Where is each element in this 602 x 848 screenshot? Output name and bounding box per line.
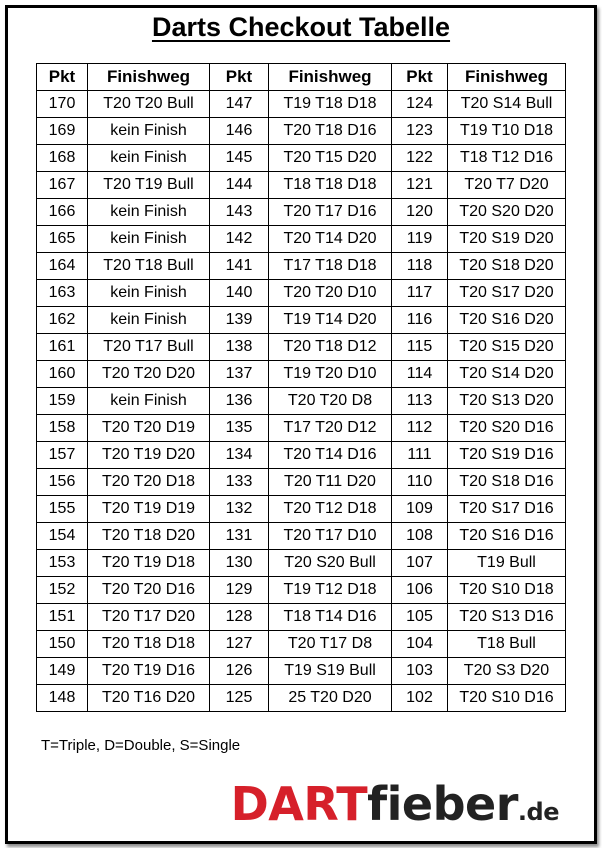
cell-points: 111 <box>392 442 448 469</box>
cell-points: 157 <box>37 442 88 469</box>
table-row <box>37 145 566 172</box>
cell-finish: T20 T19 D16 <box>88 658 210 685</box>
cell-points: 106 <box>392 577 448 604</box>
cell-finish: T20 T19 D20 <box>88 442 210 469</box>
cell-finish: T17 T18 D18 <box>269 253 392 280</box>
table-row <box>37 280 566 307</box>
cell-finish: T18 T18 D18 <box>269 172 392 199</box>
cell-finish: T20 T18 Bull <box>88 253 210 280</box>
cell-points: 126 <box>210 658 269 685</box>
cell-finish: T18 T12 D16 <box>448 145 566 172</box>
cell-points: 161 <box>37 334 88 361</box>
cell-points: 149 <box>37 658 88 685</box>
cell-points: 116 <box>392 307 448 334</box>
logo-part-fieber: fieber <box>367 777 518 831</box>
cell-finish: T20 T20 D20 <box>88 361 210 388</box>
cell-points: 160 <box>37 361 88 388</box>
cell-finish: kein Finish <box>88 307 210 334</box>
cell-points: 146 <box>210 118 269 145</box>
cell-finish: T19 T10 D18 <box>448 118 566 145</box>
cell-points: 139 <box>210 307 269 334</box>
cell-finish: T19 T12 D18 <box>269 577 392 604</box>
cell-points: 105 <box>392 604 448 631</box>
cell-points: 121 <box>392 172 448 199</box>
logo-part-tld: .de <box>517 798 559 826</box>
cell-points: 132 <box>210 496 269 523</box>
page-title: Darts Checkout Tabelle <box>151 12 451 42</box>
cell-finish: T20 S18 D16 <box>448 469 566 496</box>
cell-finish: T20 T15 D20 <box>269 145 392 172</box>
cell-finish: T20 T16 D20 <box>88 685 210 712</box>
cell-finish: T20 S20 D16 <box>448 415 566 442</box>
cell-finish: T20 T19 D19 <box>88 496 210 523</box>
cell-points: 109 <box>392 496 448 523</box>
cell-finish: T20 S14 Bull <box>448 91 566 118</box>
cell-finish: kein Finish <box>88 226 210 253</box>
cell-points: 125 <box>210 685 269 712</box>
cell-finish: kein Finish <box>88 118 210 145</box>
table-row <box>37 118 566 145</box>
cell-points: 143 <box>210 199 269 226</box>
cell-points: 166 <box>37 199 88 226</box>
cell-points: 113 <box>392 388 448 415</box>
cell-finish: T20 T11 D20 <box>269 469 392 496</box>
cell-finish: T20 S13 D20 <box>448 388 566 415</box>
cell-points: 164 <box>37 253 88 280</box>
column-header-points: Pkt <box>392 64 448 91</box>
cell-points: 148 <box>37 685 88 712</box>
table-row <box>37 469 566 496</box>
cell-finish: T20 T20 D16 <box>88 577 210 604</box>
cell-finish: T20 S19 D20 <box>448 226 566 253</box>
cell-points: 154 <box>37 523 88 550</box>
cell-points: 112 <box>392 415 448 442</box>
cell-points: 130 <box>210 550 269 577</box>
cell-points: 119 <box>392 226 448 253</box>
cell-finish: T20 T7 D20 <box>448 172 566 199</box>
cell-finish: kein Finish <box>88 280 210 307</box>
cell-points: 141 <box>210 253 269 280</box>
cell-points: 170 <box>37 91 88 118</box>
table-row <box>37 361 566 388</box>
cell-points: 162 <box>37 307 88 334</box>
cell-finish: T20 S10 D18 <box>448 577 566 604</box>
cell-finish: kein Finish <box>88 199 210 226</box>
cell-points: 155 <box>37 496 88 523</box>
cell-finish: T20 T20 D18 <box>88 469 210 496</box>
cell-finish: T20 T12 D18 <box>269 496 392 523</box>
cell-finish: T20 S17 D20 <box>448 280 566 307</box>
cell-finish: T20 S19 D16 <box>448 442 566 469</box>
cell-finish: T20 T14 D16 <box>269 442 392 469</box>
cell-finish: T20 S20 D20 <box>448 199 566 226</box>
cell-points: 123 <box>392 118 448 145</box>
cell-points: 158 <box>37 415 88 442</box>
cell-points: 117 <box>392 280 448 307</box>
cell-finish: T20 S15 D20 <box>448 334 566 361</box>
cell-finish: T20 T19 D18 <box>88 550 210 577</box>
cell-points: 168 <box>37 145 88 172</box>
table-row <box>37 523 566 550</box>
cell-points: 137 <box>210 361 269 388</box>
cell-points: 140 <box>210 280 269 307</box>
table-row <box>37 226 566 253</box>
dartfieber-logo <box>230 777 559 831</box>
cell-finish: T20 T18 D20 <box>88 523 210 550</box>
cell-finish: T20 T20 D19 <box>88 415 210 442</box>
cell-finish: T20 T17 D20 <box>88 604 210 631</box>
cell-finish: T20 S16 D20 <box>448 307 566 334</box>
cell-points: 144 <box>210 172 269 199</box>
table-row <box>37 388 566 415</box>
cell-points: 134 <box>210 442 269 469</box>
cell-finish: T19 T14 D20 <box>269 307 392 334</box>
table-body <box>37 91 566 712</box>
table-row <box>37 442 566 469</box>
cell-finish: T20 S18 D20 <box>448 253 566 280</box>
cell-points: 145 <box>210 145 269 172</box>
table-row <box>37 496 566 523</box>
cell-points: 107 <box>392 550 448 577</box>
cell-points: 142 <box>210 226 269 253</box>
legend-text: T=Triple, D=Double, S=Single <box>41 737 241 754</box>
cell-finish: T20 S10 D16 <box>448 685 566 712</box>
cell-points: 127 <box>210 631 269 658</box>
cell-points: 153 <box>37 550 88 577</box>
cell-points: 136 <box>210 388 269 415</box>
cell-finish: T18 Bull <box>448 631 566 658</box>
cell-finish: T20 S20 Bull <box>269 550 392 577</box>
cell-points: 102 <box>392 685 448 712</box>
table-row <box>37 415 566 442</box>
cell-finish: T20 T18 D16 <box>269 118 392 145</box>
cell-finish: T19 T20 D10 <box>269 361 392 388</box>
cell-points: 128 <box>210 604 269 631</box>
cell-points: 133 <box>210 469 269 496</box>
table-row <box>37 604 566 631</box>
table-row <box>37 685 566 712</box>
cell-finish: T20 T20 D10 <box>269 280 392 307</box>
cell-finish: T20 T17 Bull <box>88 334 210 361</box>
column-header-points: Pkt <box>37 64 88 91</box>
cell-points: 150 <box>37 631 88 658</box>
column-header-finish: Finishweg <box>269 64 392 91</box>
cell-points: 131 <box>210 523 269 550</box>
table-row <box>37 199 566 226</box>
cell-finish: T19 T18 D18 <box>269 91 392 118</box>
cell-finish: T20 T17 D10 <box>269 523 392 550</box>
cell-finish: T20 T20 D8 <box>269 388 392 415</box>
checkout-sheet <box>5 5 597 844</box>
cell-points: 156 <box>37 469 88 496</box>
cell-points: 103 <box>392 658 448 685</box>
table-row <box>37 658 566 685</box>
cell-points: 104 <box>392 631 448 658</box>
column-header-finish: Finishweg <box>88 64 210 91</box>
cell-finish: T20 S17 D16 <box>448 496 566 523</box>
table-header-row <box>37 64 566 91</box>
table-row <box>37 253 566 280</box>
cell-finish: T20 T18 D18 <box>88 631 210 658</box>
table-row <box>37 172 566 199</box>
cell-points: 108 <box>392 523 448 550</box>
cell-finish: T20 T19 Bull <box>88 172 210 199</box>
table-row <box>37 91 566 118</box>
cell-points: 151 <box>37 604 88 631</box>
cell-finish: T20 T14 D20 <box>269 226 392 253</box>
cell-points: 165 <box>37 226 88 253</box>
cell-points: 159 <box>37 388 88 415</box>
cell-points: 135 <box>210 415 269 442</box>
cell-points: 167 <box>37 172 88 199</box>
table-row <box>37 631 566 658</box>
cell-points: 115 <box>392 334 448 361</box>
cell-points: 122 <box>392 145 448 172</box>
cell-finish: T20 S16 D16 <box>448 523 566 550</box>
column-header-finish: Finishweg <box>448 64 566 91</box>
cell-finish: T20 S14 D20 <box>448 361 566 388</box>
table-row <box>37 550 566 577</box>
column-header-points: Pkt <box>210 64 269 91</box>
cell-finish: T19 S19 Bull <box>269 658 392 685</box>
cell-points: 120 <box>392 199 448 226</box>
table-row <box>37 334 566 361</box>
cell-finish: T20 T18 D12 <box>269 334 392 361</box>
cell-points: 110 <box>392 469 448 496</box>
cell-points: 118 <box>392 253 448 280</box>
cell-finish: 25 T20 D20 <box>269 685 392 712</box>
cell-finish: T20 T17 D8 <box>269 631 392 658</box>
cell-finish: T20 T17 D16 <box>269 199 392 226</box>
cell-finish: T18 T14 D16 <box>269 604 392 631</box>
cell-finish: kein Finish <box>88 145 210 172</box>
cell-points: 169 <box>37 118 88 145</box>
cell-finish: T20 T20 Bull <box>88 91 210 118</box>
cell-finish: kein Finish <box>88 388 210 415</box>
logo-part-dart: DART <box>230 777 368 831</box>
cell-points: 147 <box>210 91 269 118</box>
checkout-table <box>36 63 566 712</box>
cell-points: 152 <box>37 577 88 604</box>
table-row <box>37 307 566 334</box>
cell-points: 124 <box>392 91 448 118</box>
cell-points: 129 <box>210 577 269 604</box>
cell-finish: T19 Bull <box>448 550 566 577</box>
cell-finish: T20 S3 D20 <box>448 658 566 685</box>
cell-points: 163 <box>37 280 88 307</box>
table-row <box>37 577 566 604</box>
cell-points: 114 <box>392 361 448 388</box>
cell-points: 138 <box>210 334 269 361</box>
cell-finish: T20 S13 D16 <box>448 604 566 631</box>
cell-finish: T17 T20 D12 <box>269 415 392 442</box>
